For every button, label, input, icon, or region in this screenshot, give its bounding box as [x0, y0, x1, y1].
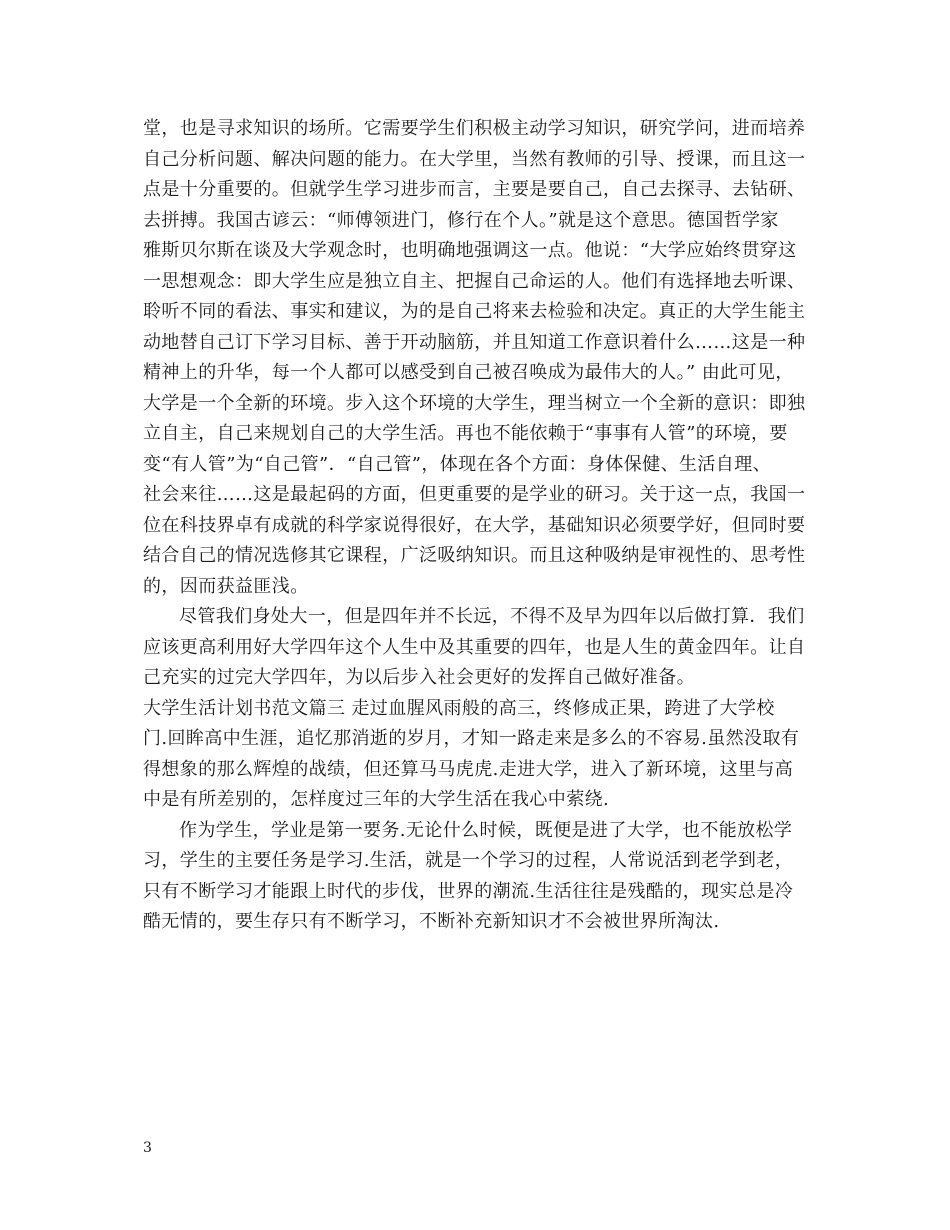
text-line: 习，学生的主要任务是学习.生活，就是一个学习的过程，人常说活到老学到老， — [143, 850, 794, 871]
text-line: 社会来往……这是最起码的方面，但更重要的是学业的研习。关于这一点，我国一 — [143, 484, 806, 505]
body-text — [143, 114, 823, 938]
text-line: 雅斯贝尔斯在谈及大学观念时，也明确地强调这一点。他说：“大学应始终贯穿这 — [143, 240, 797, 261]
text-line: 去拼搏。我国古谚云：“师傅领进门，修行在个人。”就是这个意思。德国哲学家 — [143, 209, 779, 231]
text-line: 尽管我们身处大一，但是四年并不长远，不得不及早为四年以后做打算．我们 — [179, 606, 805, 627]
text-line: 大学是一个全新的环境。步入这个环境的大学生，理当树立一个全新的意识：即独 — [143, 392, 806, 414]
text-line: 动地替自己订下学习目标、善于开动脑筋，并且知道工作意识着什么……这是一种 — [143, 331, 806, 353]
text-line: 位在科技界卓有成就的科学家说得很好，在大学，基础知识必须要学好，但同时要 — [143, 514, 806, 536]
text-line: 己充实的过完大学四年，为以后步入社会更好的发挥自己做好准备。 — [143, 667, 695, 688]
text-line: 的，因而获益匪浅。 — [143, 575, 309, 597]
text-line: 只有不断学习才能跟上时代的步伐，世界的潮流.生活往往是残酷的，现实总是冷 — [143, 880, 794, 902]
page-number: 3 — [143, 1140, 152, 1156]
text-line: 堂，也是寻求知识的场所。它需要学生们积极主动学习知识，研究学问，进而培养 — [143, 118, 806, 139]
text-line: 作为学生，学业是第一要务.无论什么时候，既便是进了大学，也不能放松学 — [179, 819, 793, 841]
text-line: 精神上的升华，每一个人都可以感受到自己被召唤成为最伟大的人。” 由此可见， — [143, 362, 794, 383]
text-line: 变“有人管”为“自己管”．“自己管”，体现在各个方面：身体保健、生活自理、 — [143, 453, 772, 475]
text-line: 结合自己的情况选修其它课程，广泛吸纳知识。而且这种吸纳是审视性的、思考性 — [143, 545, 806, 566]
text-line: 聆听不同的看法、事实和建议，为的是自己将来去检验和决定。真正的大学生能主 — [143, 301, 806, 322]
text-line: 得想象的那么辉煌的战绩，但还算马马虎虎.走进大学，进入了新环境，这里与高 — [143, 758, 794, 780]
text-line: 立自主，自己来规划自己的大学生活。再也不能依赖于“事事有人管”的环境，要 — [143, 423, 788, 444]
text-line: 大学生活计划书范文篇三 走过血腥风雨般的高三，终修成正果，跨进了大学校 — [143, 697, 775, 719]
text-line: 中是有所差别的，怎样度过三年的大学生活在我心中萦绕. — [143, 789, 610, 810]
text-line: 点是十分重要的。但就学生学习进步而言，主要是要自己，自己去探寻、去钻研、 — [143, 179, 806, 200]
text-line: 自己分析问题、解决问题的能力。在大学里，当然有教师的引导、授课，而且这一 — [143, 148, 806, 170]
text-line: 应该更高利用好大学四年这个人生中及其重要的四年，也是人生的黄金四年。让自 — [143, 636, 806, 658]
text-line: 酷无情的，要生存只有不断学习，不断补充新知识才不会被世界所淘汰. — [143, 911, 720, 932]
text-line: 门.回眸高中生涯，追忆那消逝的岁月，才知一路走来是多么的不容易.虽然没取有 — [143, 728, 800, 749]
text-line: 一思想观念：即大学生应是独立自主、把握自己命运的人。他们有选择地去听课、 — [143, 270, 806, 292]
